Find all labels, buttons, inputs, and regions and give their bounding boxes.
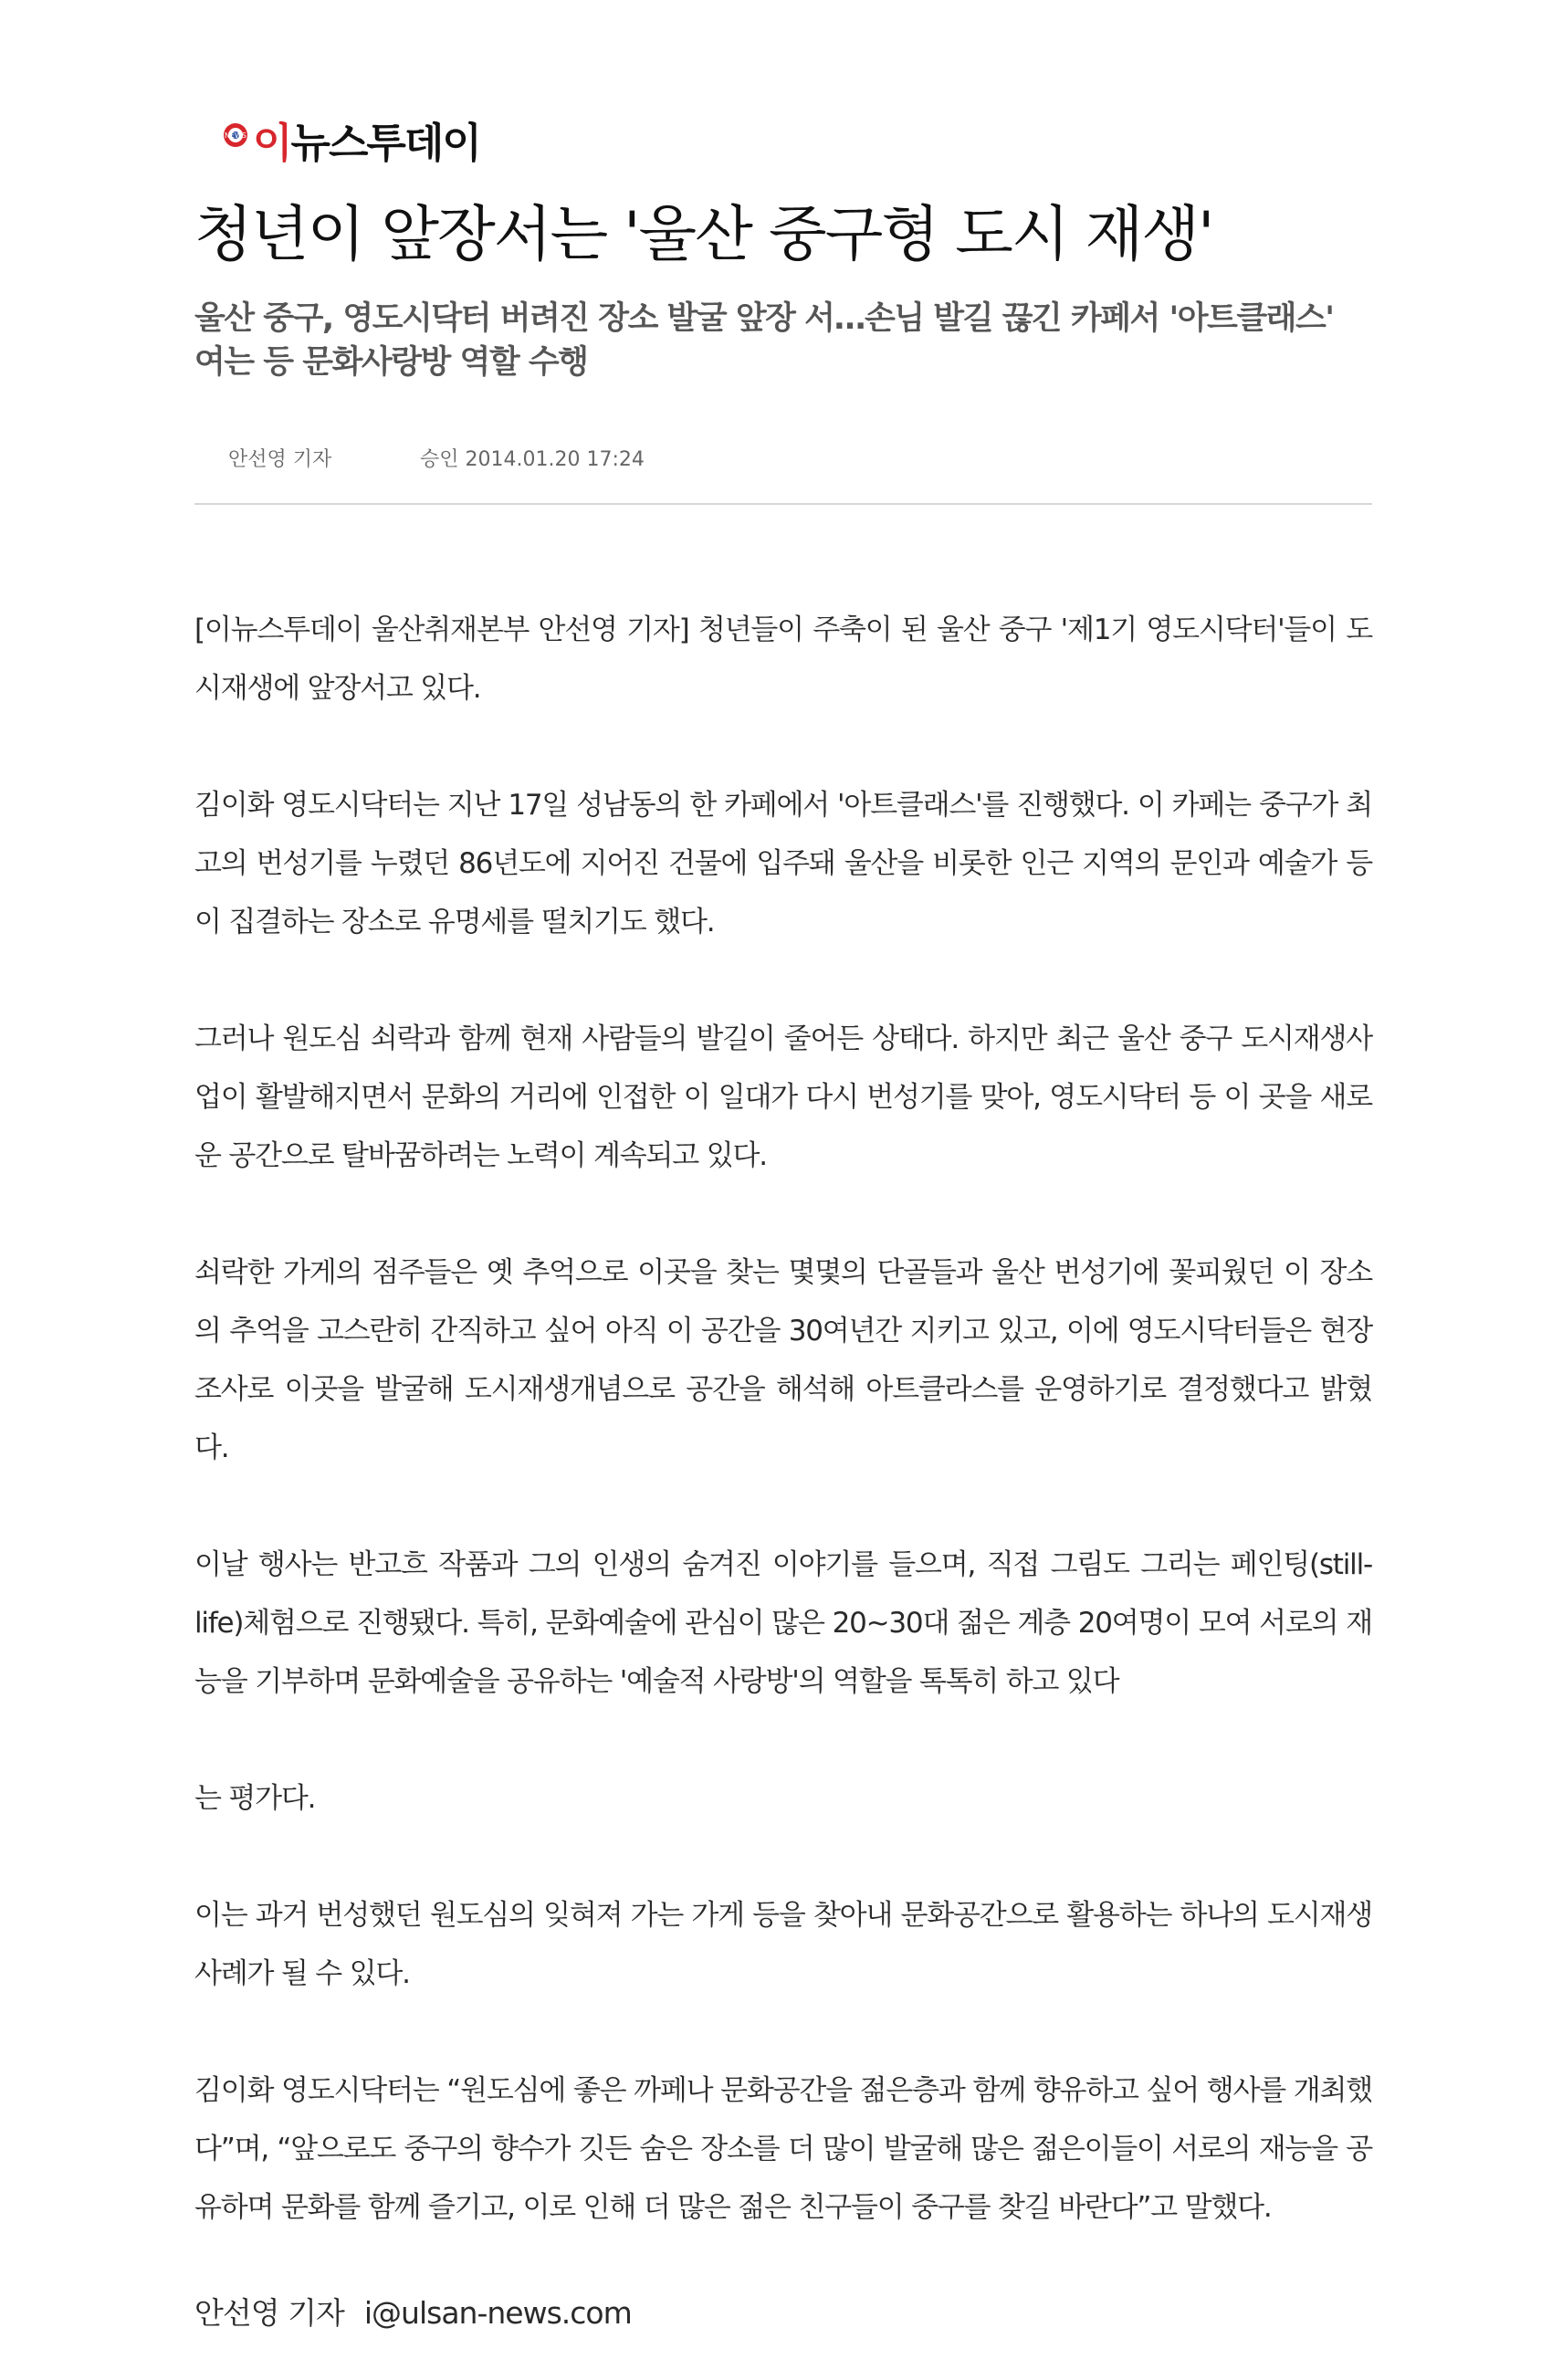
signature-email[interactable]: i@ulsan-news.com [363,2295,632,2331]
site-logo[interactable] [222,113,480,172]
article-paragraph: [이뉴스투데이 울산취재본부 안선영 기자] 청년들이 주축이 된 울산 중구 '제1기 영도시닥터'들이 도시재생에 앞장서고 있다. [194,613,1372,705]
news-badge-icon [222,121,249,149]
article-paragraph: 이날 행사는 반고흐 작품과 그의 인생의 숨겨진 이야기를 들으며, 직접 그림도 그리는 페인팅(still-life)체험으로 진행됐다. 특히, 문화예술에 관심이 많은 20~30대 젊은 계층 20여명이 모여 서로의 재능을 기부하며 문화예술을 공유하는 '예술적 사랑방'의 역할을 톡톡히 하고 있다 [194,1548,1372,1698]
byline-divider [194,503,1372,505]
article-title: 청년이 앞장서는 '울산 중구형 도시 재생' [194,199,1213,269]
article-signature [194,2284,1372,2343]
article-paragraph: 김이화 영도시닥터는 지난 17일 성남동의 한 카페에서 '아트클래스'를 진행했다. 이 카페는 중구가 최고의 번성기를 누렸던 86년도에 지어진 건물에 입주돼 울산을 비롯한 인근 지역의 문인과 예술가 등이 집결하는 장소로 유명세를 떨치기도 했다. [194,789,1372,938]
article-body [194,601,1372,2343]
logo-small-text: NEWS [224,131,247,140]
logo-wordmark-rest: 뉴스투데이 [290,118,480,167]
article-paragraph: 는 평가다. [194,1782,316,1815]
article-paragraph: 김이화 영도시닥터는 “원도심에 좋은 까페나 문화공간을 젊은층과 함께 향유하고 싶어 행사를 개최했다”며, “앞으로도 중구의 향수가 깃든 숨은 장소를 더 많이 발굴해 많은 젊은이들이 서로의 재능을 공유하며 문화를 함께 즐기고, 이로 인해 더 많은 젊은 친구들이 중구를 찾길 바란다”고 말했다. [194,2074,1372,2224]
logo-wordmark-first: 이 [253,118,291,167]
article-subtitle: 울산 중구, 영도시닥터 버려진 장소 발굴 앞장 서…손님 발길 끊긴 카페서 '아트클래스' 여는 등 문화사랑방 역할 수행 [194,300,1334,381]
logo-wordmark [253,118,480,167]
byline-approved-date: 승인 2014.01.20 17:24 [420,448,645,471]
article-byline [228,444,645,472]
article-paragraph: 이는 과거 번성했던 원도심의 잊혀져 가는 가게 등을 찾아내 문화공간으로 활용하는 하나의 도시재생 사례가 될 수 있다. [194,1899,1372,1990]
article-paragraph: 쇠락한 가게의 점주들은 옛 추억으로 이곳을 찾는 몇몇의 단골들과 울산 번성기에 꽃피웠던 이 장소의 추억을 고스란히 간직하고 싶어 아직 이 공간을 30여년간 지키고 있고, 이에 영도시닥터들은 현장조사로 이곳을 발굴해 도시재생개념으로 공간을 해석해 아트클라스를 운영하기로 결정했다고 밝혔다. [194,1256,1372,1464]
byline-author[interactable]: 안선영 기자 [228,448,332,471]
article-paragraph: 그러나 원도심 쇠락과 함께 현재 사람들의 발길이 줄어든 상태다. 하지만 최근 울산 중구 도시재생사업이 활발해지면서 문화의 거리에 인접한 이 일대가 다시 번성기를 맞아, 영도시닥터 등 이 곳을 새로운 공간으로 탈바꿈하려는 노력이 계속되고 있다. [194,1022,1372,1172]
signature-name: 안선영 기자 [194,2295,344,2331]
